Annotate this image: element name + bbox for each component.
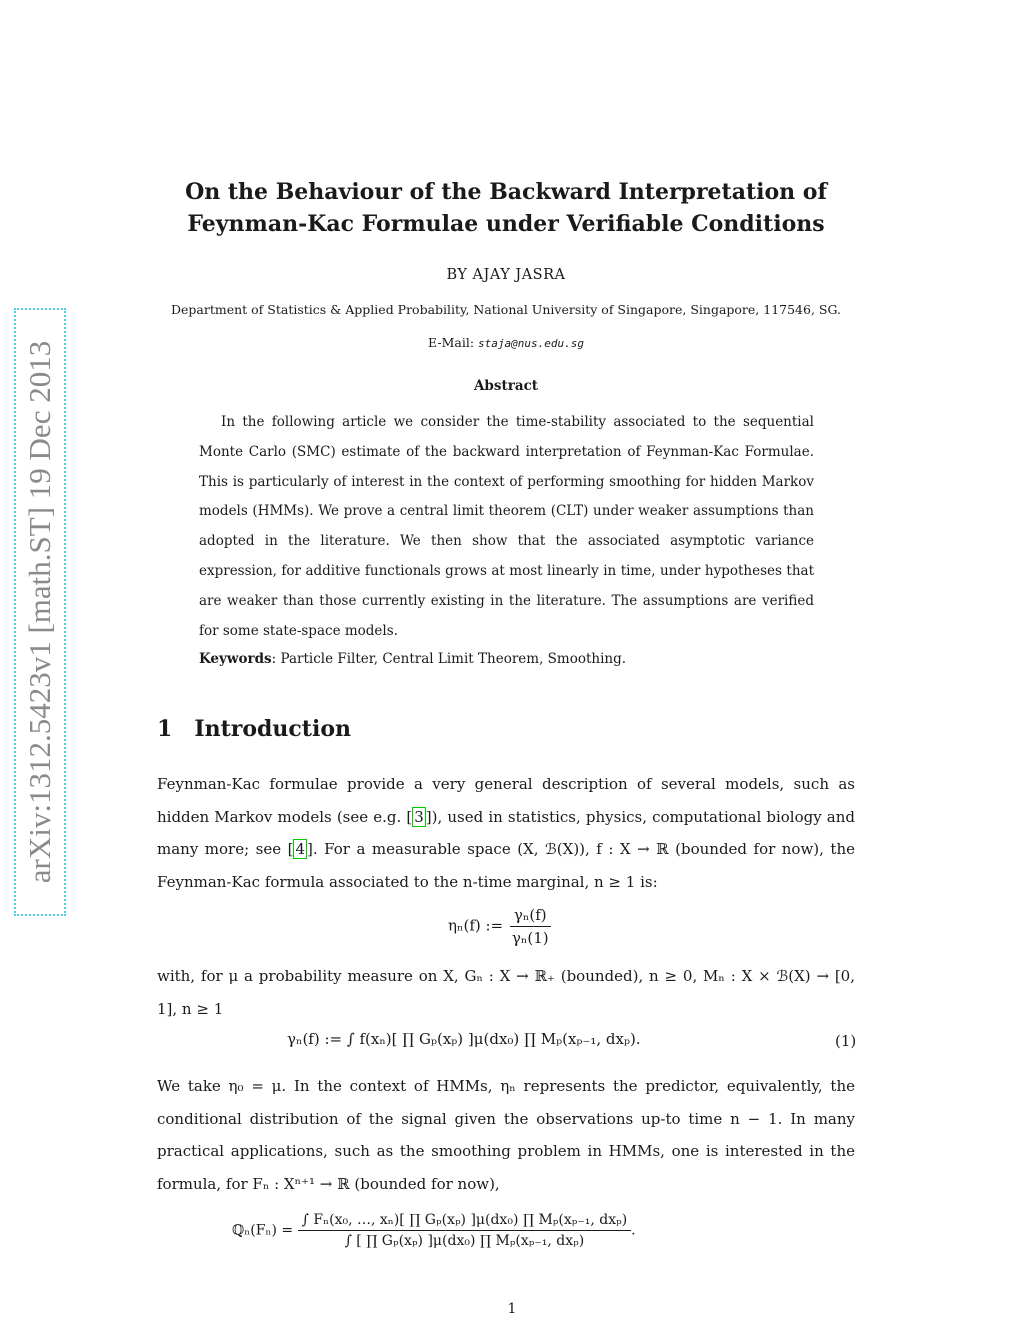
abstract-text: In the following article we consider the time-stability associated to the sequential Monte Carlo (SMC) estimate of the backward interpretation of Feynman-Kac Formulae. This is particularly of interest in the context of performing smoothing for hidden Markov models (HMMs). We prove a central limit theorem (CLT) under weaker assumptions than adopted in the literature. We then show that the associated asymptotic variance expression, for additive functionals grows at most linearly in time, under hypotheses that are weaker than those currently existing in the literature. The assumptions are verified for some state-space models. [199, 414, 814, 639]
intro-p1-c: . For a measurable space (X, ℬ(X)), f : X → ℝ (bounded for now), the Feynman-Kac formula associated to the n-time marginal, n ≥ 1 is: [157, 840, 855, 891]
eq-q-end: . [631, 1222, 636, 1239]
keywords [199, 651, 814, 667]
arxiv-stamp[interactable] [14, 308, 66, 916]
intro-paragraph-3 [157, 1070, 855, 1200]
eq-eta-denominator: γₙ(1) [511, 929, 549, 947]
author: BY AJAY JASRA [446, 267, 566, 283]
intro-p2: with, for μ a probability measure on X, Gₙ : X → ℝ₊ (bounded), n ≥ 0, Mₙ : X × ℬ(X) → [0, 1], n ≥ 1 [157, 967, 855, 1018]
page-number: 1 [507, 1301, 517, 1317]
equation-1-number: (1) [835, 1032, 857, 1050]
eq-q-numerator: ∫ Fₙ(x₀, …, xₙ)[ ∏ Gₚ(xₚ) ]μ(dx₀) ∏ Mₚ(xₚ₋₁, dxₚ) [298, 1212, 632, 1231]
abstract-body [199, 408, 814, 646]
equation-1: γₙ(f) := ∫ f(xₙ)[ ∏ Gₚ(xₚ) ]μ(dx₀) ∏ Mₚ(xₚ₋₁, dxₚ). [287, 1030, 641, 1048]
eq-eta-lhs: ηₙ(f) := [448, 916, 504, 935]
equation-eta [448, 906, 553, 947]
intro-paragraph-2 [157, 960, 855, 1025]
paper-title [150, 176, 862, 240]
keywords-label: Keywords [199, 651, 272, 667]
citation-4[interactable]: 4 [295, 840, 306, 858]
equation-q [232, 1212, 636, 1249]
eq-q-fraction [298, 1212, 632, 1249]
eq-eta-fraction [508, 906, 553, 947]
email-address[interactable]: staja@nus.edu.sg [478, 337, 584, 350]
intro-p1-b: ), used in statistics, physics, computational biology and many more; see [157, 807, 855, 858]
eq-eta-numerator: γₙ(f) [510, 906, 551, 927]
citation-3[interactable]: 3 [414, 807, 424, 826]
section-title: Introduction [194, 716, 351, 742]
arxiv-stamp-text: arXiv:1312.5423v1 [math.ST] 19 Dec 2013 [22, 340, 58, 884]
title-line-2: Feynman-Kac Formulae under Verifiable Conditions [187, 211, 825, 237]
intro-paragraph-1: Feynman-Kac formulae provide a very general description of several models, such as hidden Markov models (see e.g. [ 3 ]), used in statistics, physics, computational biology and many more; see [ 4 ]. For a measurable space (X, ℬ(X)), f : X → ℝ (bounded for now), the Feynman-Kac formula associated to the n-time marginal, n ≥ 1 is: [157, 775, 855, 891]
section-number: 1 [157, 716, 173, 742]
eq-q-lhs: ℚₙ(Fₙ) = [232, 1222, 294, 1239]
abstract-heading: Abstract [473, 378, 539, 394]
affiliation: Department of Statistics & Applied Probability, National University of Singapore, Singapore, 117546, SG. [170, 302, 841, 317]
intro-p3: We take η₀ = μ. In the context of HMMs, ηₙ represents the predictor, equivalently, the conditional distribution of the signal given the observations up-to time n − 1. In many practical applications, such as the smoothing problem in HMMs, one is interested in the formula, for Fₙ : Xⁿ⁺¹ → ℝ (bounded for now), [157, 1077, 855, 1193]
email-label: E-Mail: [428, 335, 475, 350]
email-line [150, 335, 862, 350]
keywords-list: : Particle Filter, Central Limit Theorem, Smoothing. [271, 651, 627, 667]
section-heading [157, 716, 351, 742]
intro-p1-a: Feynman-Kac formulae provide a very general description of several models, such as hidden Markov models (see e.g. [157, 775, 855, 826]
title-line-1: On the Behaviour of the Backward Interpretation of [185, 179, 827, 205]
eq-q-denominator: ∫ [ ∏ Gₚ(xₚ) ]μ(dx₀) ∏ Mₚ(xₚ₋₁, dxₚ) [344, 1233, 585, 1249]
